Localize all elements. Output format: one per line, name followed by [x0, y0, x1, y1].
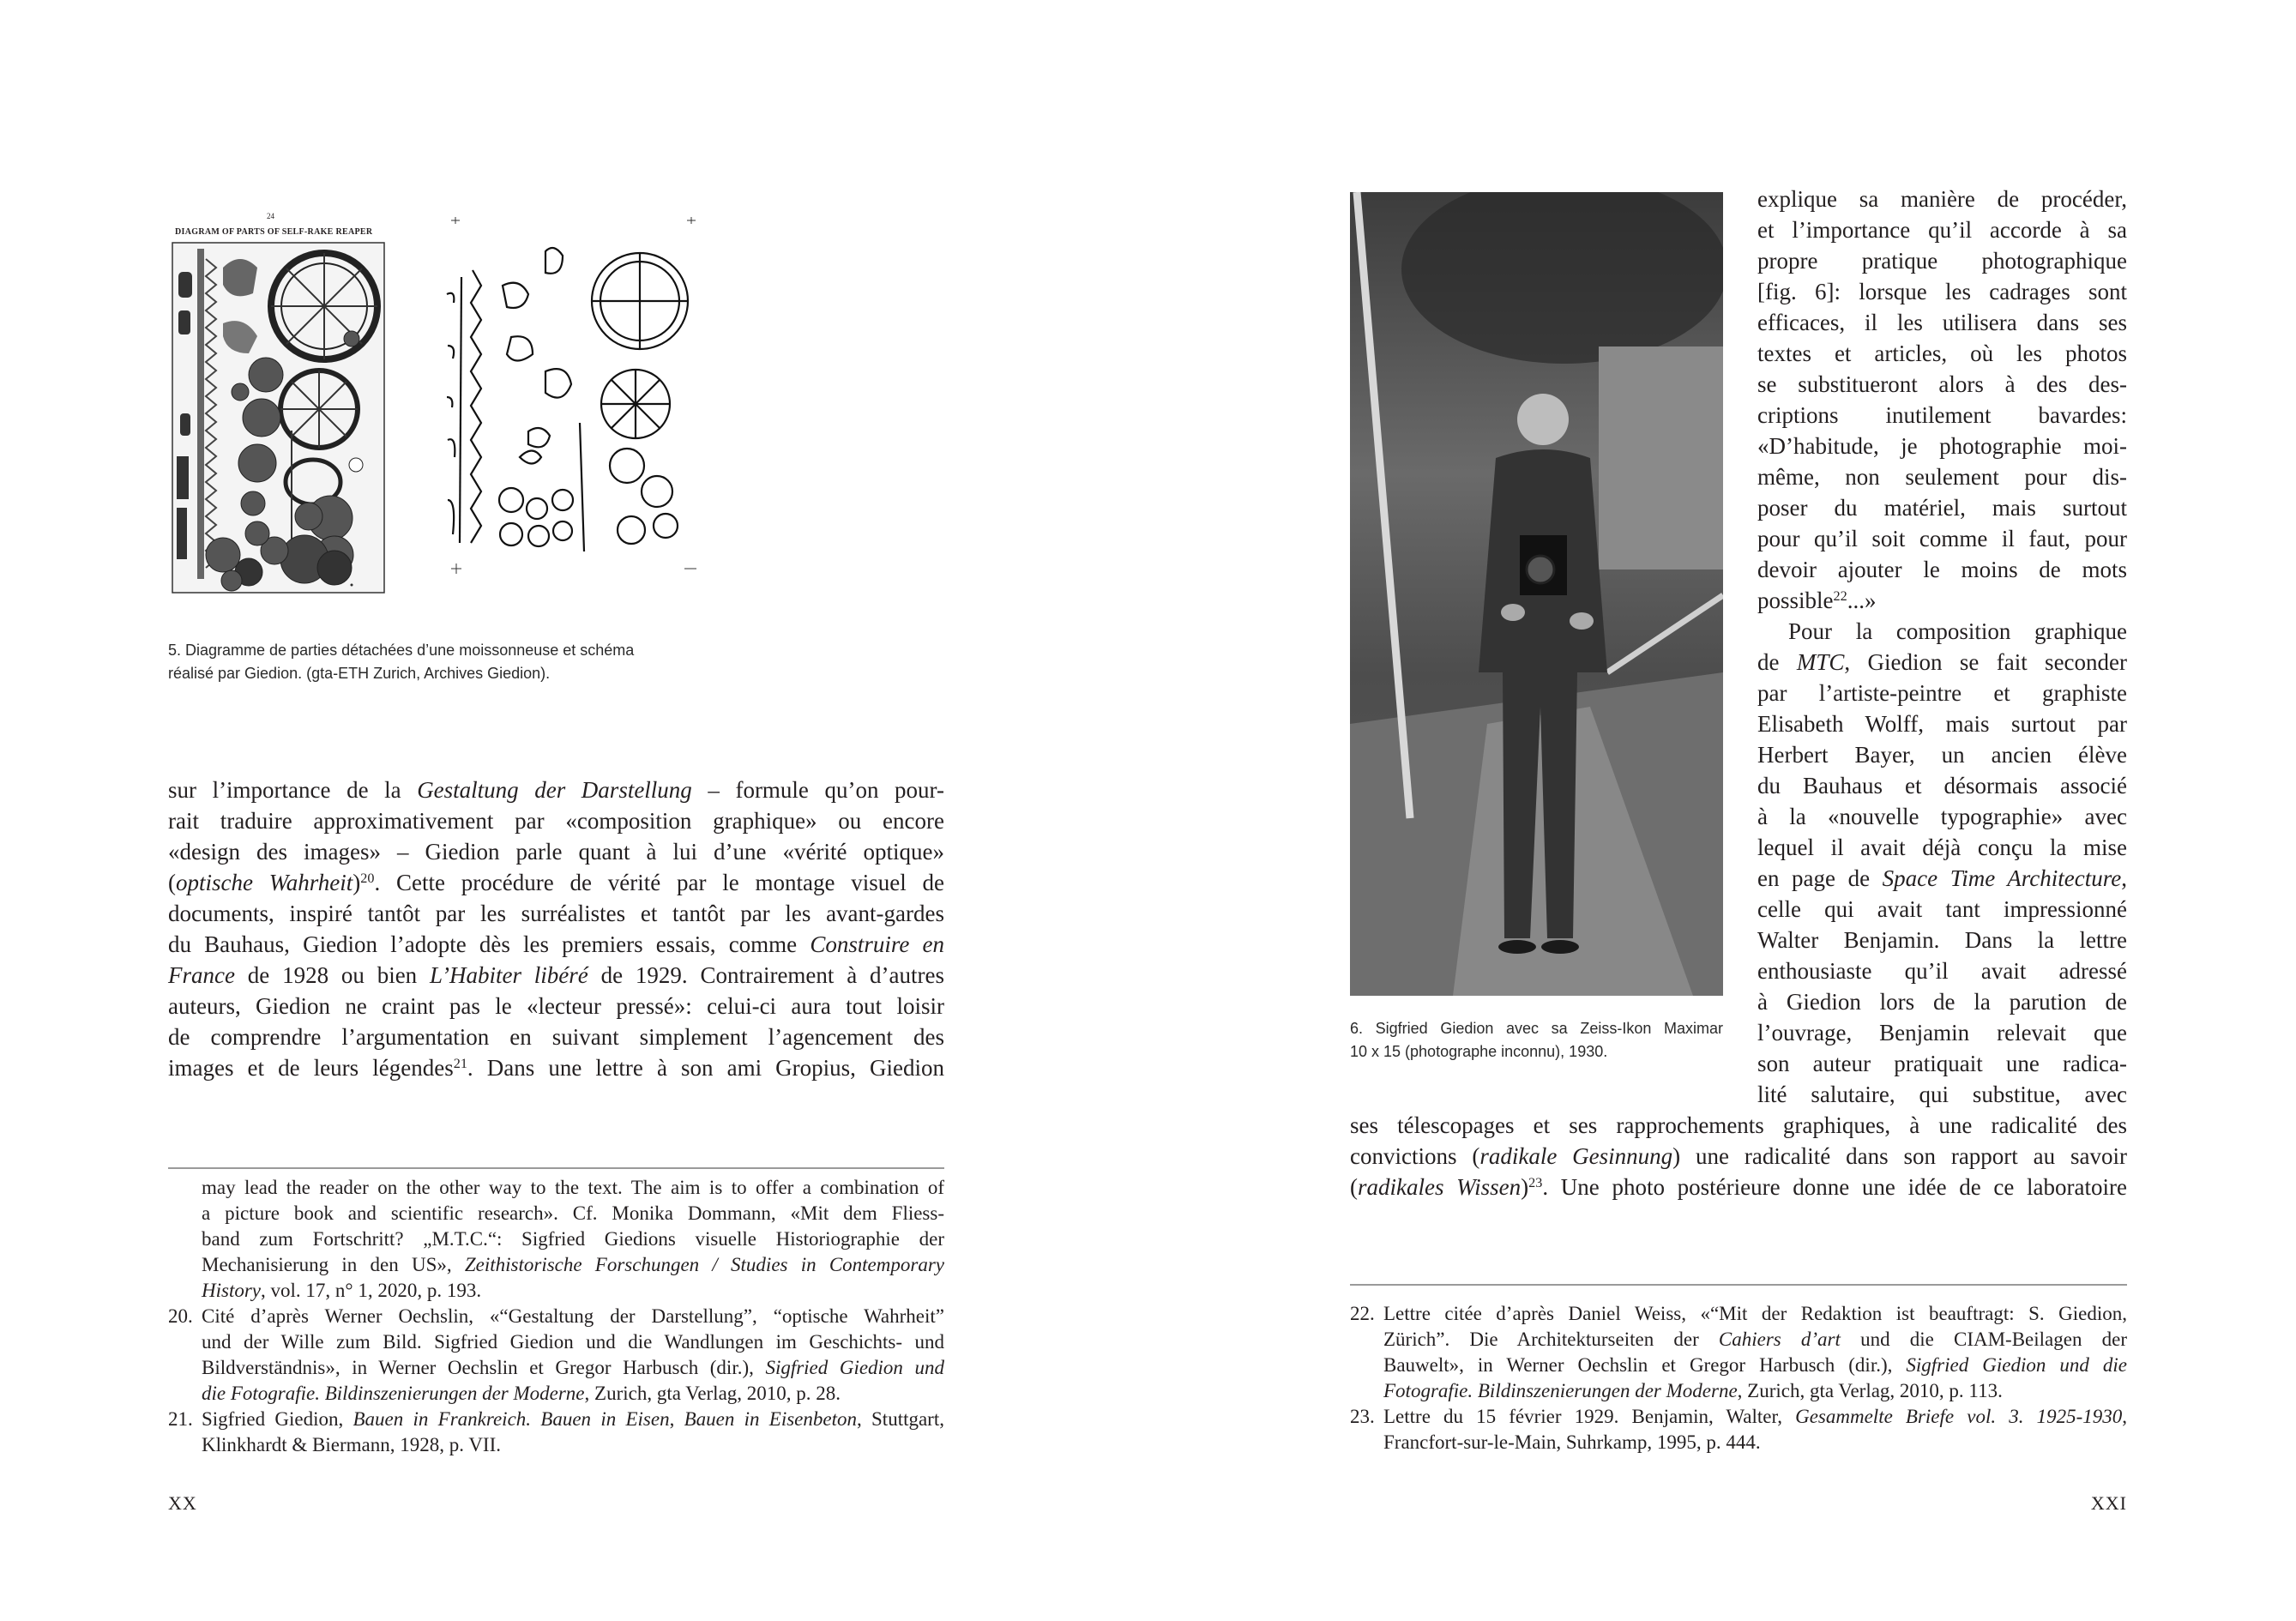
text-line — [1757, 184, 2127, 214]
figure-5-caption — [168, 639, 717, 685]
text-run: lequel il avait déjà conçu la mise — [1757, 835, 2127, 860]
text-run: und die CIAM-Beilagen der — [1840, 1329, 2127, 1350]
text-line — [1757, 894, 2127, 925]
italic-text: Fotografie. Bildinszenierungen der Moderne — [1383, 1380, 1738, 1401]
text-run: du Bauhaus, Giedion l’adopte dès les premiers essais, comme — [168, 931, 811, 957]
text-run: a picture book and scientific research». Cf. Monika Dommann, «Mit dem Fliess- — [202, 1202, 944, 1224]
text-run: explique sa manière de procéder, — [1757, 186, 2127, 212]
text-run: Lettre du 15 février 1929. Benjamin, Walter, — [1383, 1406, 1796, 1427]
text-run: devoir ajouter le moins de mots — [1757, 557, 2127, 582]
italic-text: Zeithistorische Forschungen / Studies in Contemporary — [464, 1254, 944, 1275]
text-run: criptions inutilement bavardes: — [1757, 402, 2127, 428]
page-number-right: XXI — [2090, 1492, 2127, 1514]
footnote-number: 20. — [168, 1305, 193, 1327]
text-line — [1757, 986, 2127, 1017]
italic-text: Bauen in Frankreich. Bauen in Eisen — [353, 1408, 670, 1430]
text-line — [1757, 214, 2127, 245]
text-run: Klinkhardt & Biermann, 1928, p. VII. — [202, 1434, 501, 1455]
footnote-reference: 23 — [1528, 1175, 1543, 1191]
text-run: de 1928 ou bien — [234, 962, 430, 988]
text-run: [fig. 6]: lorsque les cadrages sont — [1757, 279, 2127, 304]
text-run: efficaces, il les utilisera dans ses — [1757, 310, 2127, 335]
text-line — [1757, 523, 2127, 554]
italic-text: Gesammelte Briefe vol. 3. 1925-1930 — [1795, 1406, 2123, 1427]
text-line — [1757, 431, 2127, 461]
footnote-line — [168, 1175, 944, 1201]
text-run: Cité d’après Werner Oechslin, «“Gestaltung der Darstellung”, “optische Wahrheit” — [202, 1305, 944, 1327]
text-run: , Giedion se fait seconder — [1844, 649, 2128, 675]
italic-text: History — [202, 1280, 261, 1301]
text-run: , Zurich, gta Verlag, 2010, p. 113. — [1737, 1380, 2003, 1401]
text-line — [168, 898, 944, 929]
footnote-reference: 21 — [453, 1056, 467, 1072]
text-run: Herbert Bayer, un ancien élève — [1757, 742, 2127, 768]
italic-text: Gestaltung der Darstellung — [417, 777, 692, 803]
text-run: de 1929. Contrairement à d’autres — [588, 962, 944, 988]
footnote-line — [168, 1278, 944, 1304]
text-line — [168, 929, 944, 960]
text-line — [1757, 739, 2127, 770]
text-run: celle qui avait tant impressionné — [1757, 896, 2127, 922]
footnote-line — [168, 1432, 944, 1458]
text-run: auteurs, Giedion ne craint pas le «lecteur pressé»: celui-ci aura tout loisir — [168, 993, 944, 1019]
figure-5 — [168, 210, 708, 605]
caption-line: 6. Sigfried Giedion avec sa Zeiss-Ikon Maximar — [1350, 1020, 1723, 1037]
text-line — [1757, 554, 2127, 585]
footnote-line — [1350, 1353, 2127, 1378]
text-run: ) — [353, 870, 361, 895]
text-run: l’ouvrage, Benjamin relevait que — [1757, 1020, 2127, 1046]
giedion-sketch — [443, 217, 708, 594]
text-line — [1350, 1141, 2127, 1172]
right-column-text — [1757, 184, 2127, 1110]
text-run: rait traduire approximativement par «composition graphique» ou encore — [168, 808, 944, 834]
page-number-left: XX — [168, 1492, 197, 1514]
text-run: . Dans une lettre à son ami Gropius, Giedion — [467, 1055, 944, 1081]
italic-text: Construire en — [810, 931, 944, 957]
text-run: poser du matériel, mais surtout — [1757, 495, 2127, 521]
text-line — [1757, 647, 2127, 678]
text-line — [1757, 276, 2127, 307]
text-run: Lettre citée d’après Daniel Weiss, «“Mit der Redaktion ist beauftragt: S. Giedion, — [1383, 1303, 2127, 1324]
italic-text: France — [168, 962, 235, 988]
text-run: et l’importance qu’il accorde à sa — [1757, 217, 2127, 243]
italic-text: radikales Wissen — [1358, 1174, 1522, 1200]
footnote-line — [168, 1201, 944, 1226]
text-run: band zum Fortschritt? „M.T.C.“: Sigfried Giedions visuelle Historiographie der — [202, 1228, 944, 1250]
text-run: Francfort-sur-le-Main, Suhrkamp, 1995, p. 444. — [1383, 1431, 1761, 1453]
text-run: du Bauhaus et désormais associé — [1757, 773, 2127, 798]
text-run: «D’habitude, je photographie moi- — [1757, 433, 2127, 459]
text-line — [1757, 863, 2127, 894]
text-line — [1757, 400, 2127, 431]
italic-text: optische Wahrheit — [176, 870, 353, 895]
text-run: , — [2121, 865, 2128, 891]
text-run: Pour la composition graphique — [1788, 618, 2127, 644]
text-run: und der Wille zum Bild. Sigfried Giedion und die Wandlungen im Geschichts- und — [202, 1331, 944, 1353]
text-run: may lead the reader on the other way to the text. The aim is to offer a combination of — [202, 1177, 944, 1198]
footnote-line — [1350, 1378, 2127, 1404]
text-line — [1757, 801, 2127, 832]
text-line — [1757, 925, 2127, 955]
text-run: possible — [1757, 588, 1834, 613]
footnote-line — [1350, 1327, 2127, 1353]
footnote-number: 23. — [1350, 1406, 1375, 1427]
text-run: ses télescopages et ses rapprochements graphiques, à une radicalité des — [1350, 1112, 2127, 1138]
text-line — [1757, 708, 2127, 739]
text-run: ( — [1350, 1174, 1358, 1200]
caption-line: 5. Diagramme de parties détachées d’une moissonneuse et schéma — [168, 642, 635, 659]
text-line — [1350, 1110, 2127, 1141]
text-run: ...» — [1847, 588, 1877, 613]
text-line — [168, 1052, 944, 1083]
footnote-reference: 22 — [1833, 588, 1847, 605]
footnote-line — [168, 1355, 944, 1381]
text-run: sur l’importance de la — [168, 777, 418, 803]
text-run: Bauwelt», in Werner Oechslin et Gregor Harbusch (dir.), — [1383, 1354, 1907, 1376]
text-run: convictions ( — [1350, 1143, 1480, 1169]
italic-text: Sigfried Giedion und die — [1906, 1354, 2128, 1376]
text-line — [1757, 1048, 2127, 1079]
text-run: images et de leurs légendes — [168, 1055, 454, 1081]
text-run: se substitueront alors à des des- — [1757, 371, 2127, 397]
italic-text: Sigfried Giedion und — [765, 1357, 944, 1378]
footnote-line — [168, 1329, 944, 1355]
text-line — [168, 836, 944, 867]
text-line — [1757, 245, 2127, 276]
giedion-photograph — [1350, 192, 1723, 996]
text-line — [1757, 1079, 2127, 1110]
footnote-number: 22. — [1350, 1303, 1375, 1324]
text-run: , Stuttgart, — [857, 1408, 944, 1430]
text-run: son auteur pratiquait une radica- — [1757, 1051, 2127, 1076]
italic-text: radikale Gesinnung — [1479, 1143, 1673, 1169]
text-run: ) une radicalité dans son rapport au savoir — [1672, 1143, 2127, 1169]
text-line — [168, 991, 944, 1021]
text-line — [1757, 585, 2127, 616]
figure-6-caption — [1350, 1017, 1723, 1064]
italic-text: L’Habiter libéré — [430, 962, 588, 988]
text-line — [168, 774, 944, 805]
text-run: par l’artiste-peintre et graphiste — [1757, 680, 2127, 706]
italic-text: Cahiers d’art — [1718, 1329, 1841, 1350]
text-line — [168, 805, 944, 836]
footnote-reference: 20 — [360, 871, 375, 887]
text-run: ( — [168, 870, 176, 895]
text-run: , Zurich, gta Verlag, 2010, p. 28. — [584, 1383, 841, 1404]
text-run: Mechanisierung in den US», — [202, 1254, 465, 1275]
footnote-number: 21. — [168, 1408, 193, 1430]
italic-text: die Fotografie. Bildinszenierungen der Moderne — [202, 1383, 585, 1404]
footnote-rule — [1350, 1284, 2127, 1286]
text-run: Walter Benjamin. Dans la lettre — [1757, 927, 2127, 953]
text-line — [1757, 616, 2127, 647]
text-run: pour qu’il soit comme il faut, pour — [1757, 526, 2127, 551]
text-run: – formule qu’on pour- — [691, 777, 944, 803]
text-run: de comprendre l’argumentation en suivant simplement l’agencement des — [168, 1024, 944, 1050]
text-line — [1350, 1172, 2127, 1202]
text-line — [1757, 1017, 2127, 1048]
text-line — [1757, 832, 2127, 863]
text-run: à la «nouvelle typographie» avec — [1757, 804, 2127, 829]
text-run: lité salutaire, qui substitue, avec — [1757, 1082, 2127, 1107]
plate-number: 24 — [267, 212, 274, 220]
text-run: . Cette procédure de vérité par le montage visuel de — [374, 870, 944, 895]
text-run: , — [2122, 1406, 2127, 1427]
caption-line: 10 x 15 (photographe inconnu), 1930. — [1350, 1043, 1608, 1060]
footnote-line — [168, 1304, 944, 1329]
reaper-parts-diagram — [172, 242, 386, 595]
text-run: enthousiaste qu’il avait adressé — [1757, 958, 2127, 984]
text-line — [1757, 770, 2127, 801]
left-footnotes — [168, 1175, 944, 1458]
text-line — [168, 1021, 944, 1052]
text-run: , — [669, 1408, 684, 1430]
text-run: , vol. 17, n° 1, 2020, p. 193. — [261, 1280, 482, 1301]
text-line — [1757, 492, 2127, 523]
text-run: à Giedion lors de la parution de — [1757, 989, 2127, 1015]
plate-title: DIAGRAM OF PARTS OF SELF-RAKE REAPER — [175, 227, 373, 237]
text-run: textes et articles, où les photos — [1757, 340, 2127, 366]
italic-text: Bauen in Eisenbeton — [684, 1408, 857, 1430]
footnote-line — [168, 1252, 944, 1278]
footnote-line — [1350, 1430, 2127, 1455]
left-body-text — [168, 774, 944, 1083]
text-line — [168, 960, 944, 991]
right-footnotes — [1350, 1301, 2127, 1455]
italic-text: Space Time Architecture — [1882, 865, 2122, 891]
text-line — [1757, 307, 2127, 338]
right-wide-text — [1350, 1110, 2127, 1202]
text-line — [1757, 461, 2127, 492]
footnote-line — [168, 1407, 944, 1432]
text-run: propre pratique photographique — [1757, 248, 2127, 274]
text-run: ) — [1521, 1174, 1529, 1200]
text-run: «design des images» – Giedion parle quant à lui d’une «vérité optique» — [168, 839, 944, 865]
text-run: documents, inspiré tantôt par les surréalistes et tantôt par les avant-gardes — [168, 901, 944, 926]
text-line — [1757, 955, 2127, 986]
text-run: . Une photo postérieure donne une idée de ce laboratoire — [1542, 1174, 2127, 1200]
footnote-line — [168, 1381, 944, 1407]
text-run: Zürich”. Die Architekturseiten der — [1383, 1329, 1719, 1350]
footnote-rule — [168, 1167, 944, 1169]
caption-line: réalisé par Giedion. (gta-ETH Zurich, Archives Giedion). — [168, 665, 551, 682]
text-line — [168, 867, 944, 898]
text-line — [1757, 338, 2127, 369]
footnote-line — [1350, 1404, 2127, 1430]
text-run: Sigfried Giedion, — [202, 1408, 353, 1430]
text-run: Elisabeth Wolff, mais surtout par — [1757, 711, 2127, 737]
footnote-line — [1350, 1301, 2127, 1327]
text-run: même, non seulement pour dis- — [1757, 464, 2127, 490]
italic-text: MTC — [1796, 649, 1845, 675]
footnote-line — [168, 1226, 944, 1252]
text-run: de — [1757, 649, 1797, 675]
text-line — [1757, 369, 2127, 400]
text-line — [1757, 678, 2127, 708]
text-run: Bildverständnis», in Werner Oechslin et Gregor Harbusch (dir.), — [202, 1357, 766, 1378]
text-run: en page de — [1757, 865, 1883, 891]
